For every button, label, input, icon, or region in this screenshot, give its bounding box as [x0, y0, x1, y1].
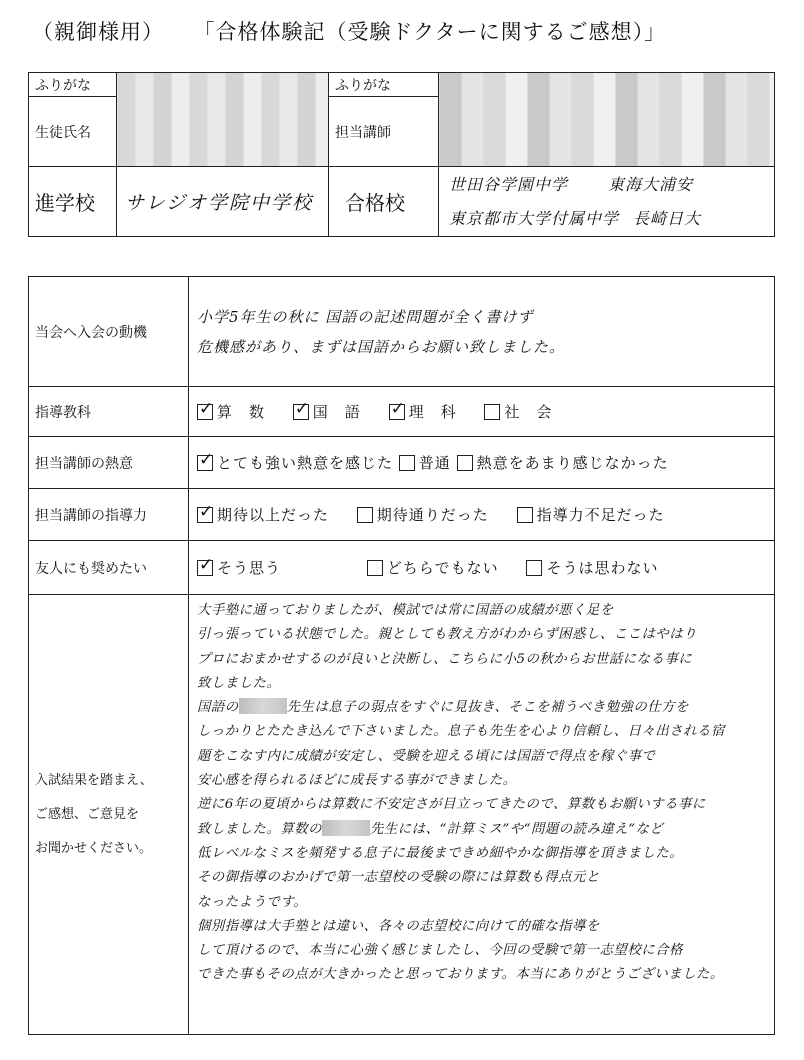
redacted-teacher-name: [322, 820, 370, 836]
student-name-label: 生徒氏名: [29, 97, 117, 167]
comment-label-3: お聞かせください。: [35, 840, 153, 856]
furigana-label-2: ふりがな: [329, 73, 439, 97]
comment-line: しっかりとたたき込んで下さいました。息子も先生を心より信頼し、日々出される宿: [197, 724, 725, 740]
checkbox-icon-checked[interactable]: [197, 507, 213, 523]
comment-line: できた事もその点が大きかったと思っております。本当にありがとうございました。: [197, 967, 724, 983]
title-parent: （親御様用）: [32, 20, 164, 44]
comment-line: 題をこなす内に成績が安定し、受験を迎える頃には国語で得点を稼ぐ事で: [197, 748, 656, 764]
page-title: [32, 16, 666, 46]
checkbox-icon[interactable]: [484, 404, 500, 420]
comment-line: して頂けるので、本当に心強く感じましたし、今回の受験で第一志望校に合格: [197, 943, 683, 959]
comment-line: プロにおまかせするのが良いと決断し、こちらに小5の秋からお世話になる事に: [197, 651, 693, 667]
recommend-neutral[interactable]: どちらでもない: [367, 559, 499, 577]
checkbox-icon-checked[interactable]: [389, 404, 405, 420]
ability-above[interactable]: ✓ 期待以上だった: [197, 506, 329, 524]
comment-line: その御指導のおかげで第一志望校の受験の際には算数も得点元と: [197, 870, 600, 886]
checkbox-icon[interactable]: [517, 507, 533, 523]
teacher-name-redacted: [439, 73, 775, 167]
motive-line-2: 危機感があり、まずは国語からお願い致しました。: [197, 337, 566, 356]
recommend-options: [189, 541, 775, 595]
recommend-no[interactable]: そうは思わない: [526, 559, 658, 577]
passed-schools: [439, 167, 775, 237]
passed-label: 合格校: [329, 167, 439, 237]
school-value: サレジオ学院中学校: [117, 167, 329, 237]
comment-body: [189, 595, 775, 1035]
motive-label: 当会へ入会の動機: [29, 277, 189, 387]
school-label: 進学校: [29, 167, 117, 237]
comment-line: 国語の 先生は息子の弱点をすぐに見抜き、そこを補うべき勉強の仕方を: [197, 700, 689, 716]
subjects-options: [189, 387, 775, 437]
motive-value: [189, 277, 775, 387]
subjects-label: 指導教科: [29, 387, 189, 437]
passion-strong[interactable]: ✓ とても強い熱意を感じた: [197, 454, 393, 472]
passed-school-2: 東海大浦安: [608, 174, 694, 194]
passion-weak[interactable]: 熱意をあまり感じなかった: [457, 454, 669, 472]
survey-table: [28, 276, 775, 1035]
motive-line-1: 小学5年生の秋に 国語の記述問題が全く書けず: [197, 307, 534, 326]
subject-social[interactable]: 社 会: [484, 403, 552, 421]
checkbox-icon[interactable]: [367, 560, 383, 576]
comment-line: 致しました。算数の 先生には、“計算ミス”や“問題の読み違え”など: [197, 821, 664, 837]
redacted-teacher-name: [239, 698, 287, 714]
checkbox-icon-checked[interactable]: [197, 404, 213, 420]
passed-school-3: 東京都市大学付属中学: [449, 208, 620, 228]
title-main: 「合格体験記（受験ドクターに関するご感想）」: [204, 20, 667, 44]
checkbox-icon-checked[interactable]: [197, 455, 213, 471]
passed-school-4: 長崎日大: [633, 208, 702, 228]
comment-line: 大手塾に通っておりましたが、模試では常に国語の成績が悪く足を: [197, 603, 614, 618]
comment-line: 引っ張っている状態でした。親としても教え方がわからず困惑し、ここはやはり: [197, 627, 698, 643]
comment-label: [29, 595, 189, 1035]
checkbox-icon[interactable]: [526, 560, 542, 576]
comment-line: 逆に6年の夏頃からは算数に不安定さが目立ってきたので、算数もお願いする事に: [197, 797, 706, 813]
student-name-redacted: [117, 73, 329, 167]
checkbox-icon[interactable]: [457, 455, 473, 471]
passion-normal[interactable]: 普通: [399, 454, 451, 472]
passion-options: [189, 437, 775, 489]
comment-line: なったようです。: [197, 894, 308, 910]
comment-label-2: ご感想、ご意見を: [35, 806, 140, 822]
passion-label: 担当講師の熱意: [29, 437, 189, 489]
subject-math[interactable]: ✓ 算 数: [197, 403, 265, 421]
ability-label: 担当講師の指導力: [29, 489, 189, 541]
passed-school-1: 世田谷学園中学: [449, 174, 569, 194]
comment-line: 個別指導は大手塾とは違い、各々の志望校に向けて的確な指導を: [197, 918, 600, 934]
recommend-label: 友人にも奨めたい: [29, 541, 189, 595]
ability-expected[interactable]: 期待通りだった: [357, 506, 489, 524]
comment-line: 低レベルなミスを頻発する息子に最後まできめ細やかな御指導を頂きました。: [197, 845, 684, 861]
subject-science[interactable]: ✓ 理 科: [389, 403, 457, 421]
checkbox-icon[interactable]: [399, 455, 415, 471]
info-table: [28, 72, 775, 237]
subject-japanese[interactable]: ✓ 国 語: [293, 403, 361, 421]
checkbox-icon[interactable]: [357, 507, 373, 523]
ability-options: [189, 489, 775, 541]
comment-line: 致しました。: [197, 675, 281, 691]
checkbox-icon-checked[interactable]: [293, 404, 309, 420]
ability-lacking[interactable]: 指導力不足だった: [517, 506, 665, 524]
furigana-label: ふりがな: [29, 73, 117, 97]
comment-label-1: 入試結果を踏まえ、: [35, 772, 153, 788]
recommend-yes[interactable]: ✓ そう思う: [197, 559, 281, 577]
teacher-label: 担当講師: [329, 97, 439, 167]
checkbox-icon-checked[interactable]: [197, 560, 213, 576]
comment-line: 安心感を得られるほどに成長する事ができました。: [197, 773, 517, 789]
